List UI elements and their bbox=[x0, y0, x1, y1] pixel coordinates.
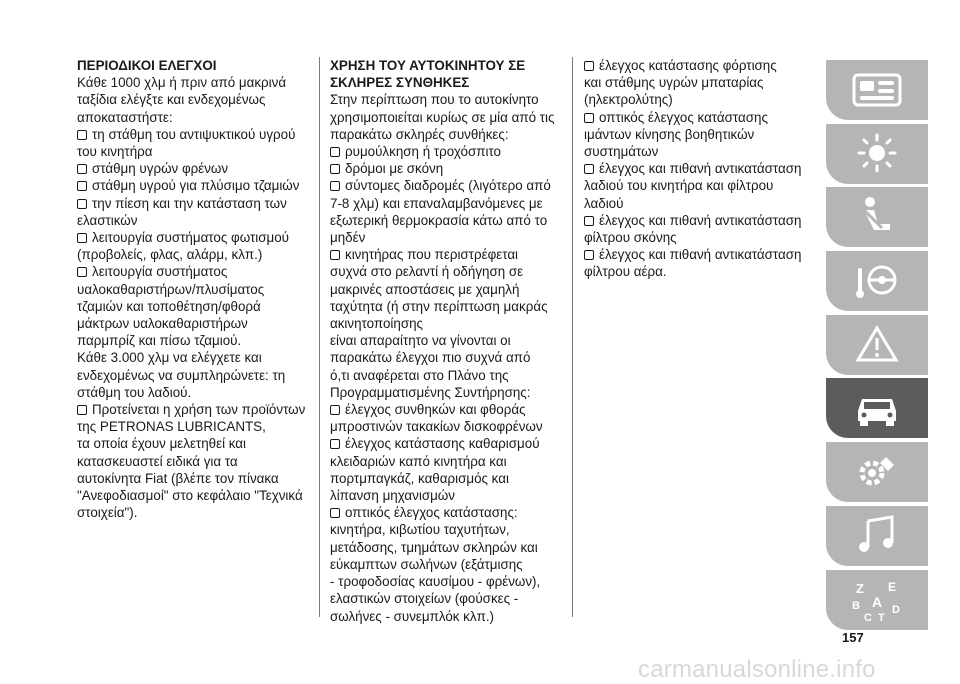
checkbox-icon bbox=[330, 508, 340, 518]
line-text: συχνά στο ρελαντί ή οδήγηση σε bbox=[330, 264, 524, 280]
line-text: λαδιού του κινητήρα και φίλτρου bbox=[584, 178, 774, 194]
section-heading bbox=[77, 57, 309, 74]
text-line bbox=[77, 418, 309, 435]
text-line bbox=[330, 332, 564, 349]
line-text: της PETRONAS LUBRICANTS, bbox=[77, 419, 266, 435]
text-line bbox=[330, 195, 564, 212]
line-text: έλεγχος συνθηκών και φθοράς bbox=[345, 402, 526, 418]
checklist-item bbox=[584, 160, 818, 177]
text-line bbox=[330, 608, 564, 625]
text-column-3 bbox=[584, 57, 818, 281]
checklist-item bbox=[330, 435, 564, 452]
text-line bbox=[584, 177, 818, 194]
tab-multimedia[interactable] bbox=[826, 506, 928, 566]
checkbox-icon bbox=[584, 250, 594, 260]
text-line bbox=[77, 504, 309, 521]
index-letter: C bbox=[864, 611, 872, 623]
line-text: (ηλεκτρολύτης) bbox=[584, 92, 673, 108]
checkbox-icon bbox=[584, 164, 594, 174]
line-text: ό,τι αναφέρεται στο Πλάνο της bbox=[330, 367, 509, 383]
line-text: - τροφοδοσίας καυσίμου - φρένων), bbox=[330, 574, 541, 590]
lights-sun-icon bbox=[848, 131, 906, 177]
column-divider bbox=[572, 57, 573, 617]
line-text: ταξίδια ελέγξτε και ενδεχομένως bbox=[77, 92, 266, 108]
tab-lights[interactable] bbox=[826, 124, 928, 184]
line-text: του κινητήρα bbox=[77, 144, 153, 160]
index-letter: D bbox=[892, 603, 900, 616]
tab-technical[interactable] bbox=[826, 442, 928, 502]
checkbox-icon bbox=[584, 61, 594, 71]
checkbox-icon bbox=[77, 181, 87, 191]
line-text: ενδεχομένως να συμπληρώνετε: τη bbox=[77, 367, 286, 383]
text-line bbox=[330, 521, 564, 538]
line-text: εξωτερική θερμοκρασία κάτω από το bbox=[330, 212, 548, 228]
line-text: μετάδοσης, τμημάτων σκληρών και bbox=[330, 539, 538, 555]
checklist-item bbox=[77, 263, 309, 280]
tab-starting[interactable] bbox=[826, 251, 928, 311]
text-line bbox=[330, 573, 564, 590]
text-line bbox=[77, 453, 309, 470]
line-text: στάθμη υγρών φρένων bbox=[92, 161, 229, 177]
text-line bbox=[330, 109, 564, 126]
watermark: carmanualsonline.info bbox=[638, 656, 876, 683]
line-text: μακρινές αποστάσεις με χαμηλή bbox=[330, 281, 520, 297]
line-text: μηδέν bbox=[330, 230, 366, 246]
section-heading bbox=[330, 57, 564, 74]
line-text: σύντομες διαδρομές (λιγότερο από bbox=[345, 178, 551, 194]
text-line bbox=[77, 470, 309, 487]
line-text: ρυμούλκηση ή τροχόσπιτο bbox=[345, 144, 501, 160]
text-line bbox=[77, 212, 309, 229]
line-text: φίλτρου αέρα. bbox=[584, 264, 667, 280]
page-number: 157 bbox=[842, 630, 864, 645]
text-line bbox=[77, 367, 309, 384]
chapter-sidebar bbox=[826, 60, 936, 633]
gear-tech-icon bbox=[848, 449, 906, 495]
index-letter: B bbox=[852, 599, 860, 612]
line-text: δρόμοι με σκόνη bbox=[345, 161, 444, 177]
text-line bbox=[584, 263, 818, 280]
checkbox-icon bbox=[330, 405, 340, 415]
checklist-item bbox=[330, 401, 564, 418]
line-text: συστημάτων bbox=[584, 144, 659, 160]
line-text: τα οποία έχουν μελετηθεί και bbox=[77, 436, 247, 452]
text-line bbox=[77, 246, 309, 263]
index-letter: A bbox=[872, 593, 883, 610]
checklist-item bbox=[330, 504, 564, 521]
checklist-item bbox=[77, 401, 309, 418]
checklist-item bbox=[330, 246, 564, 263]
text-line bbox=[330, 590, 564, 607]
tab-dashboard[interactable] bbox=[826, 60, 928, 120]
text-column-2 bbox=[330, 57, 564, 625]
text-line bbox=[330, 281, 564, 298]
dashboard-icon bbox=[848, 67, 906, 113]
text-line bbox=[77, 435, 309, 452]
checkbox-icon bbox=[330, 250, 340, 260]
line-text: έλεγχος κατάστασης καθαρισμού bbox=[345, 436, 540, 452]
text-line bbox=[77, 298, 309, 315]
line-text: υαλοκαθαριστήρων/πλυσίματος bbox=[77, 281, 265, 297]
text-column-1 bbox=[77, 57, 309, 521]
line-text: λειτουργία συστήματος φωτισμού bbox=[92, 230, 289, 246]
checkbox-icon bbox=[330, 164, 340, 174]
line-text: παρακάτω έλεγχοι πιο συχνά από bbox=[330, 350, 531, 366]
checklist-item bbox=[584, 109, 818, 126]
line-text: Προγραμματισμένης Συντήρησης: bbox=[330, 384, 531, 400]
text-line bbox=[77, 91, 309, 108]
checkbox-icon bbox=[77, 130, 87, 140]
line-text: ΣΚΛΗΡΕΣ ΣΥΝΘΗΚΕΣ bbox=[330, 75, 470, 91]
text-line bbox=[330, 126, 564, 143]
text-line bbox=[330, 229, 564, 246]
text-line bbox=[584, 143, 818, 160]
line-text: είναι απαραίτητο να γίνονται οι bbox=[330, 333, 511, 349]
column-divider bbox=[319, 57, 320, 617]
line-text: έλεγχος κατάστασης φόρτισης bbox=[599, 58, 777, 73]
text-line bbox=[77, 315, 309, 332]
line-text: λίπανση μηχανισμών bbox=[330, 488, 455, 504]
text-line bbox=[584, 91, 818, 108]
text-line bbox=[330, 263, 564, 280]
line-text: εύκαμπτων σωλήνων (εξάτμισης bbox=[330, 556, 523, 572]
checkbox-icon bbox=[330, 181, 340, 191]
text-line bbox=[77, 332, 309, 349]
text-line bbox=[330, 349, 564, 366]
line-text: ΠΕΡΙΟΔΙΚΟΙ ΕΛΕΓΧΟΙ bbox=[77, 58, 217, 73]
line-text: και στάθμης υγρών μπαταρίας bbox=[584, 75, 764, 91]
text-line bbox=[77, 109, 309, 126]
text-line bbox=[330, 453, 564, 470]
line-text: τη στάθμη του αντιψυκτικού υγρού bbox=[92, 126, 296, 142]
line-text: έλεγχος και πιθανή αντικατάσταση bbox=[599, 161, 802, 177]
checkbox-icon bbox=[584, 216, 594, 226]
checkbox-icon bbox=[330, 147, 340, 157]
text-line bbox=[330, 212, 564, 229]
text-line bbox=[330, 418, 564, 435]
line-text: λειτουργία συστήματος bbox=[92, 264, 228, 280]
text-line bbox=[330, 470, 564, 487]
checkbox-icon bbox=[77, 267, 87, 277]
line-text: (προβολείς, φλας, αλάρμ, κλπ.) bbox=[77, 247, 263, 263]
seat-safety-icon bbox=[848, 194, 906, 240]
line-text: μάκτρων υαλοκαθαριστήρων bbox=[77, 316, 248, 332]
line-text: στάθμη υγρού για πλύσιμο τζαμιών bbox=[92, 178, 300, 194]
line-text: στοιχεία"). bbox=[77, 505, 138, 521]
text-line bbox=[77, 349, 309, 366]
line-text: οπτικός έλεγχος κατάστασης: bbox=[345, 505, 518, 521]
text-line bbox=[77, 384, 309, 401]
checklist-item bbox=[330, 177, 564, 194]
tab-maintenance[interactable] bbox=[826, 378, 928, 438]
line-text: Στην περίπτωση που το αυτοκίνητο bbox=[330, 92, 539, 108]
line-text: ΧΡΗΣΗ ΤΟΥ ΑΥΤΟΚΙΝΗΤΟΥ ΣΕ bbox=[330, 58, 526, 73]
checkbox-icon bbox=[77, 164, 87, 174]
line-text: ελαστικών bbox=[77, 212, 138, 228]
tab-index[interactable] bbox=[826, 570, 928, 630]
checklist-item bbox=[77, 126, 309, 143]
line-text: πορτμπαγκάζ, καθαρισμός και bbox=[330, 470, 509, 486]
text-line bbox=[330, 384, 564, 401]
text-line bbox=[584, 229, 818, 246]
line-text: οπτικός έλεγχος κατάστασης bbox=[599, 109, 768, 125]
line-text: την πίεση και την κατάσταση των bbox=[92, 195, 287, 211]
line-text: τζαμιών και τοποθέτηση/φθορά bbox=[77, 298, 261, 314]
text-line bbox=[77, 74, 309, 91]
checklist-item bbox=[584, 212, 818, 229]
line-text: φίλτρου σκόνης bbox=[584, 230, 677, 246]
text-line bbox=[330, 539, 564, 556]
line-text: έλεγχος και πιθανή αντικατάσταση bbox=[599, 247, 802, 263]
index-letter: E bbox=[888, 579, 897, 594]
steering-key-icon bbox=[848, 258, 906, 304]
text-line bbox=[330, 487, 564, 504]
checkbox-icon bbox=[330, 439, 340, 449]
music-navigation-icon bbox=[848, 513, 906, 559]
line-text: Κάθε 3.000 χλμ να ελέγχετε και bbox=[77, 350, 262, 366]
line-text: στάθμη του λαδιού. bbox=[77, 384, 192, 400]
line-text: έλεγχος και πιθανή αντικατάσταση bbox=[599, 212, 802, 228]
checklist-item bbox=[584, 57, 818, 74]
text-line bbox=[77, 487, 309, 504]
checkbox-icon bbox=[77, 405, 87, 415]
line-text: 7-8 χλμ) και επαναλαμβανόμενες με bbox=[330, 195, 543, 211]
line-text: Προτείνεται η χρήση των προϊόντων bbox=[92, 402, 306, 418]
text-line bbox=[330, 315, 564, 332]
text-line bbox=[584, 74, 818, 91]
checklist-item bbox=[77, 177, 309, 194]
line-text: κατασκευαστεί ειδικά για τα bbox=[77, 453, 238, 469]
line-text: Κάθε 1000 χλμ ή πριν από μακρινά bbox=[77, 75, 287, 91]
checklist-item bbox=[77, 195, 309, 212]
text-line bbox=[584, 126, 818, 143]
checkbox-icon bbox=[584, 113, 594, 123]
line-text: παρμπρίζ και πίσω τζαμιού. bbox=[77, 333, 242, 349]
text-line bbox=[77, 143, 309, 160]
line-text: ταχύτητα (ή στην περίπτωση μακράς bbox=[330, 298, 548, 314]
checklist-item bbox=[77, 229, 309, 246]
line-text: ακινητοποίησης bbox=[330, 316, 423, 332]
checklist-item bbox=[77, 160, 309, 177]
section-heading bbox=[330, 74, 564, 91]
alphabet-index-icon bbox=[848, 577, 906, 623]
line-text: μπροστινών τακακίων δισκοφρένων bbox=[330, 419, 543, 435]
line-text: παρακάτω σκληρές συνθήκες: bbox=[330, 126, 509, 142]
text-line bbox=[584, 195, 818, 212]
checkbox-icon bbox=[77, 233, 87, 243]
line-text: "Ανεφοδιασμοί" στο κεφάλαιο "Τεχνικά bbox=[77, 488, 303, 504]
line-text: λαδιού bbox=[584, 195, 624, 211]
checklist-item bbox=[330, 160, 564, 177]
checklist-item bbox=[584, 246, 818, 263]
line-text: ελαστικών στοιχείων (φούσκες - bbox=[330, 591, 519, 607]
checkbox-icon bbox=[77, 199, 87, 209]
line-text: κλειδαριών καπό κινητήρα και bbox=[330, 453, 507, 469]
line-text: σωλήνες - συνεμπλόκ κλπ.) bbox=[330, 608, 494, 624]
line-text: κινητήρας που περιστρέφεται bbox=[345, 247, 519, 263]
text-line bbox=[330, 298, 564, 315]
warning-emergency-icon bbox=[848, 322, 906, 368]
text-line bbox=[330, 556, 564, 573]
tab-emergency[interactable] bbox=[826, 315, 928, 375]
index-letter: T bbox=[878, 611, 885, 623]
line-text: αποκαταστήστε: bbox=[77, 109, 173, 125]
checklist-item bbox=[330, 143, 564, 160]
line-text: χρησιμοποιείται κυρίως σε μία από τις bbox=[330, 109, 555, 125]
text-line bbox=[330, 91, 564, 108]
index-letter: Z bbox=[856, 580, 864, 596]
text-line bbox=[77, 281, 309, 298]
line-text: κινητήρα, κιβωτίου ταχυτήτων, bbox=[330, 522, 510, 538]
line-text: αυτοκίνητα Fiat (βλέπε τον πίνακα bbox=[77, 470, 279, 486]
car-maintenance-icon bbox=[848, 385, 906, 431]
tab-safety[interactable] bbox=[826, 187, 928, 247]
text-line bbox=[330, 367, 564, 384]
line-text: ιμάντων κίνησης βοηθητικών bbox=[584, 126, 755, 142]
